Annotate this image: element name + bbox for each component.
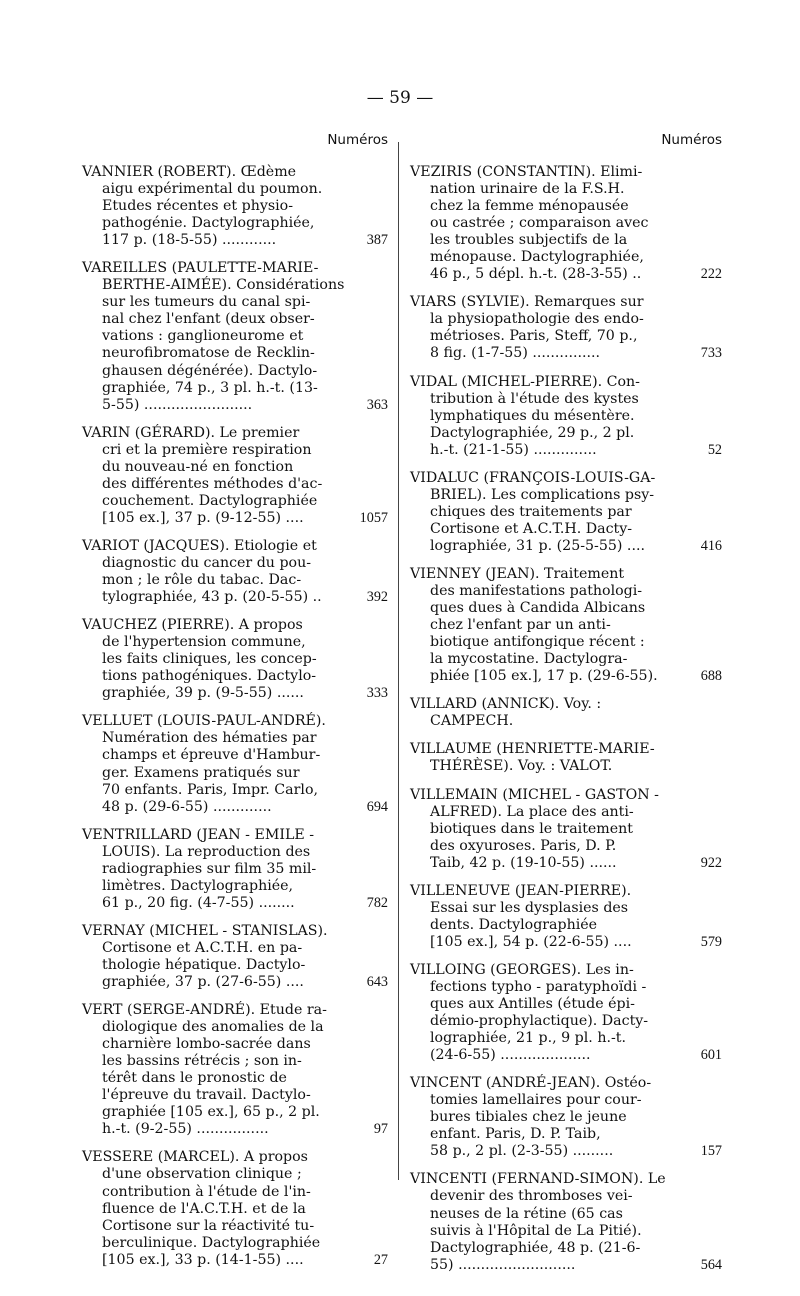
entry-line: VINCENTI (FERNAND-SIMON). Le <box>410 1171 666 1188</box>
index-entry <box>82 617 388 702</box>
entry-line: champs et épreuve d'Hambur- <box>102 747 321 764</box>
entry-line: ALFRED). La place des anti- <box>430 803 634 820</box>
entry-line: aigu expérimental du poumon. <box>102 181 323 198</box>
index-entry <box>82 1002 388 1138</box>
entry-line: [105 ex.], 37 p. (9-12-55) .... <box>102 509 304 526</box>
entry-line: couchement. Dactylographiée <box>102 492 318 509</box>
entry-line: les faits cliniques, les concep- <box>102 651 317 668</box>
entry-line: graphiée, 74 p., 3 pl. h.-t. (13- <box>102 379 318 396</box>
index-entry <box>410 566 722 685</box>
entry-line: pathogénie. Dactylographiée, <box>102 215 315 232</box>
entry-line: h.-t. (21-1-55) .............. <box>430 441 597 458</box>
entry-line: contribution à l'étude de l'in- <box>102 1183 311 1200</box>
index-entry <box>410 374 722 459</box>
entry-line: ou castrée ; comparaison avec <box>430 215 649 232</box>
entry-line: 8 fig. (1-7-55) ............... <box>430 345 601 362</box>
entry-line: nation urinaire de la F.S.H. <box>430 181 625 198</box>
entry-line: graphiée, 39 p. (9-5-55) ...... <box>102 685 304 702</box>
entry-line: VARIOT (JACQUES). Etiologie et <box>82 537 317 554</box>
entry-number: 222 <box>700 266 722 283</box>
entry-line: phiée [105 ex.], 17 p. (29-6-55). <box>430 668 658 685</box>
entry-line: VILLEMAIN (MICHEL - GASTON - <box>410 786 659 803</box>
entry-line: limètres. Dactylographiée, <box>102 877 294 894</box>
column-divider <box>398 142 399 1180</box>
entry-line: les troubles subjectifs de la <box>430 232 628 249</box>
index-entry <box>82 260 388 413</box>
entry-line: Dactylographiée, 48 p. (21-6- <box>430 1239 641 1256</box>
entry-line: VILLARD (ANNICK). Voy. : <box>410 696 602 713</box>
entry-number: 363 <box>366 396 388 413</box>
entry-line: tomies lamellaires pour cour- <box>430 1092 642 1109</box>
index-entry <box>410 470 722 555</box>
entry-line: [105 ex.], 54 p. (22-6-55) .... <box>430 933 632 950</box>
entry-line: VAUCHEZ (PIERRE). A propos <box>82 617 303 634</box>
index-entry <box>410 741 722 775</box>
entry-line: berculinique. Dactylographiée <box>102 1234 321 1251</box>
entry-line: VENTRILLARD (JEAN - EMILE - <box>82 826 315 843</box>
entry-line: VINCENT (ANDRÉ-JEAN). Ostéo- <box>410 1075 652 1092</box>
entry-line: enfant. Paris, D. P. Taib, <box>430 1126 601 1143</box>
entry-line: lographiée, 31 p. (25-5-55) .... <box>430 537 645 554</box>
entry-line: démio-prophylactique). Dacty- <box>430 1013 649 1030</box>
entry-line: tylographiée, 43 p. (20-5-55) .. <box>102 589 322 606</box>
left-column-header: Numéros <box>327 132 388 148</box>
entry-line: tribution à l'étude des kystes <box>430 390 639 407</box>
entry-line: BRIEL). Les complications psy- <box>430 486 655 503</box>
entry-number: 694 <box>366 798 388 815</box>
entry-line: chez l'enfant par un anti- <box>430 617 611 634</box>
index-entry <box>410 294 722 362</box>
entry-line: VEZIRIS (CONSTANTIN). Elimi- <box>410 164 643 180</box>
right-column-header: Numéros <box>661 132 722 148</box>
entry-line: vations : ganglioneurome et <box>102 328 304 345</box>
index-entry <box>410 696 722 730</box>
entry-line: diologique des anomalies de la <box>102 1019 324 1036</box>
entry-line: sur les tumeurs du canal spi- <box>102 294 311 311</box>
entry-line: 5-55) ........................ <box>102 396 253 413</box>
entry-line: BERTHE-AIMÉE). Considérations <box>102 277 345 294</box>
entry-number: 97 <box>373 1121 388 1138</box>
entry-line: les bassins rétrécis ; son in- <box>102 1053 302 1070</box>
entry-number: 416 <box>700 537 722 554</box>
entry-line: fections typho - paratyphoïdi - <box>430 978 647 995</box>
entry-line: nal chez l'enfant (deux obser- <box>102 311 315 328</box>
entry-line: VELLUET (LOUIS-PAUL-ANDRÉ). <box>82 713 326 730</box>
index-entry <box>82 923 388 991</box>
entry-line: Numération des hématies par <box>102 730 317 747</box>
entry-number: 387 <box>366 232 388 249</box>
entry-number: 733 <box>700 345 722 362</box>
index-entry <box>82 538 388 606</box>
entry-line: biotique antifongique récent : <box>430 634 645 651</box>
entry-line: des différentes méthodes d'ac- <box>102 475 323 492</box>
entry-line: devenir des thromboses vei- <box>430 1188 633 1205</box>
entry-line: chiques des traitements par <box>430 503 632 520</box>
entry-line: 117 p. (18-5-55) ............ <box>102 232 277 249</box>
entry-line: chez la femme ménopausée <box>430 198 629 215</box>
index-entry <box>410 787 722 872</box>
entry-line: ménopause. Dactylographiée, <box>430 249 644 266</box>
entry-line: Etudes récentes et physio- <box>102 198 294 215</box>
entry-line: VERNAY (MICHEL - STANISLAS). <box>82 922 328 939</box>
entry-line: térêt dans le pronostic de <box>102 1070 287 1087</box>
entry-line: fluence de l'A.C.T.H. et de la <box>102 1200 306 1217</box>
entry-line: graphiée [105 ex.], 65 p., 2 pl. <box>102 1104 320 1121</box>
entry-line: Essai sur les dysplasies des <box>430 899 629 916</box>
entry-number: 564 <box>700 1256 722 1273</box>
right-entry-list <box>410 164 722 1274</box>
entry-number: 333 <box>366 685 388 702</box>
entry-line: VAREILLES (PAULETTE-MARIE- <box>82 260 319 277</box>
entry-line: VILLOING (GEORGES). Les in- <box>410 961 634 978</box>
entry-line: (24-6-55) .................... <box>430 1047 591 1064</box>
entry-line: h.-t. (9-2-55) ................ <box>102 1121 269 1138</box>
entry-line: de l'hypertension commune, <box>102 634 306 651</box>
entry-line: d'une observation clinique ; <box>102 1166 302 1183</box>
entry-line: VANNIER (ROBERT). Œdème <box>82 164 297 180</box>
entry-line: bures tibiales chez le jeune <box>430 1109 627 1126</box>
entry-line: Dactylographiée, 29 p., 2 pl. <box>430 424 635 441</box>
entry-number: 27 <box>373 1251 388 1268</box>
entry-number: 579 <box>700 933 722 950</box>
entry-number: 1057 <box>359 509 388 526</box>
entry-line: 61 p., 20 fig. (4-7-55) ........ <box>102 894 295 911</box>
entry-line: radiographies sur film 35 mil- <box>102 860 317 877</box>
index-entry <box>82 1149 388 1268</box>
entry-number: 392 <box>366 589 388 606</box>
entry-line: neuses de la rétine (65 cas <box>430 1205 623 1222</box>
index-entry <box>410 883 722 951</box>
entry-line: VIDALUC (FRANÇOIS-LOUIS-GA- <box>410 469 656 486</box>
entry-line: ques aux Antilles (étude épi- <box>430 996 635 1013</box>
entry-line: métrioses. Paris, Steff, 70 p., <box>430 328 638 345</box>
entry-line: Cortisone et A.C.T.H. Dacty- <box>430 520 633 537</box>
entry-line: lographiée, 21 p., 9 pl. h.-t. <box>430 1030 626 1047</box>
entry-line: 58 p., 2 pl. (2-3-55) ......... <box>430 1143 614 1160</box>
index-entry <box>82 827 388 912</box>
entry-line: ger. Examens pratiqués sur <box>102 764 300 781</box>
page-number: — 59 — <box>366 88 434 108</box>
entry-number: 52 <box>707 441 722 458</box>
index-entry <box>82 425 388 527</box>
entry-line: Cortisone sur la réactivité tu- <box>102 1217 315 1234</box>
left-entry-list <box>82 164 388 1269</box>
entry-line: CAMPECH. <box>430 713 514 730</box>
entry-line: 48 p. (29-6-55) ............. <box>102 798 272 815</box>
entry-line: biotiques dans le traitement <box>430 820 633 837</box>
entry-line: tions pathogéniques. Dactylo- <box>102 668 317 685</box>
entry-line: neurofibromatose de Recklin- <box>102 345 315 362</box>
entry-line: la mycostatine. Dactylogra- <box>430 651 628 668</box>
entry-line: cri et la première respiration <box>102 441 312 458</box>
entry-line: VIDAL (MICHEL-PIERRE). Con- <box>410 373 640 390</box>
entry-number: 601 <box>700 1047 722 1064</box>
index-entry <box>410 962 722 1064</box>
entry-line: 70 enfants. Paris, Impr. Carlo, <box>102 781 318 798</box>
entry-line: dents. Dactylographiée <box>430 916 598 933</box>
entry-number: 643 <box>366 974 388 991</box>
entry-line: VILLENEUVE (JEAN-PIERRE). <box>410 882 632 899</box>
entry-line: des oxyuroses. Paris, D. P. <box>430 837 617 854</box>
entry-line: ghausen dégénérée). Dactylo- <box>102 362 318 379</box>
entry-number: 157 <box>700 1143 722 1160</box>
entry-line: VIARS (SYLVIE). Remarques sur <box>410 294 644 311</box>
index-entry <box>82 164 388 249</box>
entry-line: VESSERE (MARCEL). A propos <box>82 1149 308 1166</box>
entry-line: suivis à l'Hôpital de La Pitié). <box>430 1222 642 1239</box>
entry-line: lymphatiques du mésentère. <box>430 407 635 424</box>
entry-number: 782 <box>366 894 388 911</box>
entry-line: thologie hépatique. Dactylo- <box>102 956 306 973</box>
entry-line: Cortisone et A.C.T.H. en pa- <box>102 939 303 956</box>
entry-line: diagnostic du cancer du pou- <box>102 554 312 571</box>
entry-line: graphiée, 37 p. (27-6-55) .... <box>102 974 304 991</box>
index-entry <box>410 164 722 283</box>
entry-line: mon ; le rôle du tabac. Dac- <box>102 572 302 589</box>
entry-line: VERT (SERGE-ANDRÉ). Etude ra- <box>82 1002 327 1019</box>
entry-line: VILLAUME (HENRIETTE-MARIE- <box>410 741 655 758</box>
entry-line: VIENNEY (JEAN). Traitement <box>410 565 625 582</box>
entry-line: ques dues à Candida Albicans <box>430 600 646 617</box>
entry-line: des manifestations pathologi- <box>430 583 643 600</box>
entry-line: [105 ex.], 33 p. (14-1-55) .... <box>102 1251 304 1268</box>
entry-number: 688 <box>700 668 722 685</box>
left-column <box>82 132 388 1280</box>
index-entry <box>82 713 388 815</box>
entry-number: 922 <box>700 854 722 871</box>
index-entry <box>410 1075 722 1160</box>
entry-line: Taib, 42 p. (19-10-55) ...... <box>430 854 617 871</box>
entry-line: l'épreuve du travail. Dactylo- <box>102 1087 311 1104</box>
right-column <box>410 132 722 1285</box>
entry-line: VARIN (GÉRARD). Le premier <box>82 424 300 441</box>
index-entry <box>410 1171 722 1273</box>
entry-line: du nouveau-né en fonction <box>102 458 294 475</box>
entry-line: 55) .......................... <box>430 1256 576 1273</box>
entry-line: LOUIS). La reproduction des <box>102 843 311 860</box>
entry-line: 46 p., 5 dépl. h.-t. (28-3-55) .. <box>430 266 642 283</box>
entry-line: charnière lombo-sacrée dans <box>102 1036 311 1053</box>
entry-line: la physiopathologie des endo- <box>430 311 644 328</box>
entry-line: THÉRÈSE). Voy. : VALOT. <box>430 758 613 775</box>
